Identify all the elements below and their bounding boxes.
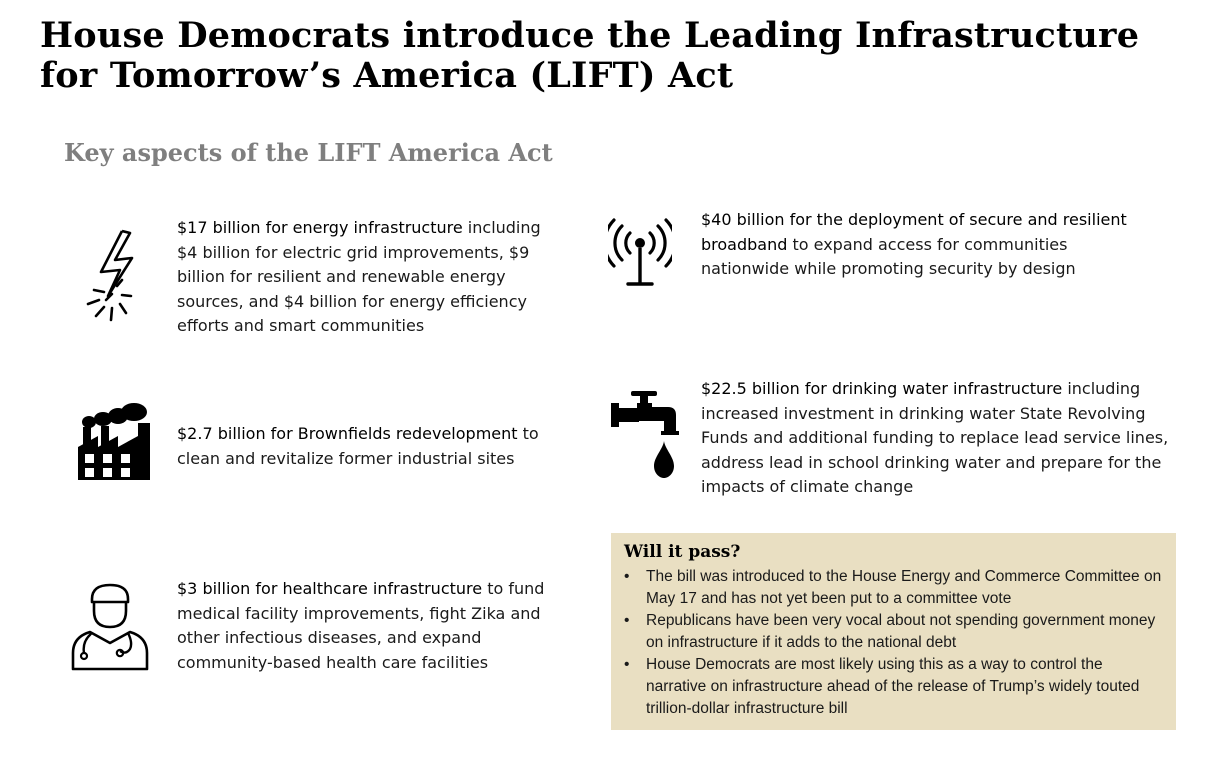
water-faucet-icon <box>610 391 680 481</box>
bullet-marker: • <box>624 568 630 585</box>
item-drinking-water-text <box>701 377 1181 500</box>
page-title: House Democrats introduce the Leading Infrastructure for Tomorrow’s America (LIFT) Act <box>40 15 1140 96</box>
item-brownfields-text <box>177 422 562 471</box>
section-subtitle: Key aspects of the LIFT America Act <box>64 138 553 167</box>
doctor-icon <box>70 581 150 671</box>
callout-bullet <box>624 610 1164 654</box>
item-energy-detail: including $4 billion for electric grid improvements, $9 billion for resilient and renewable energy sources, and $4 billion for energy efficiency efforts and smart communities <box>177 218 541 335</box>
callout-title: Will it pass? <box>624 542 741 562</box>
callout-bullet-text: Republicans have been very vocal about not spending government money on infrastructure if it adds to the national debt <box>646 612 1156 651</box>
factory-icon <box>76 402 152 482</box>
bullet-marker: • <box>624 612 630 629</box>
callout-bullet-text: The bill was introduced to the House Energy and Commerce Committee on May 17 and has not yet been put to a committee vote <box>646 568 1162 607</box>
broadband-tower-icon <box>608 218 672 290</box>
item-drinking-water-lead: $22.5 billion for drinking water infrastructure <box>701 379 1063 398</box>
item-energy-lead: $17 billion for energy infrastructure <box>177 218 463 237</box>
item-broadband-lead: $40 billion for the deployment of secure and resilient broadband <box>701 210 1127 254</box>
item-brownfields-lead: $2.7 billion for Brownfields redevelopment <box>177 424 518 443</box>
callout-bullet-list <box>624 566 1164 720</box>
callout-bullet <box>624 654 1164 720</box>
will-it-pass-callout <box>611 533 1176 730</box>
item-healthcare-text <box>177 577 562 675</box>
item-brownfields-detail: to clean and revitalize former industrial sites <box>177 424 539 468</box>
item-healthcare-detail: to fund medical facility improvements, fight Zika and other infectious diseases, and expand community-based health care facilities <box>177 579 545 672</box>
item-drinking-water-detail: including increased investment in drinking water State Revolving Funds and additional funding to replace lead service lines, address lead in school drinking water and prepare for the impacts of climate change <box>701 379 1169 496</box>
bullet-marker: • <box>624 656 630 673</box>
item-broadband-text <box>701 208 1151 282</box>
item-broadband-detail: to expand access for communities nationwide while promoting security by design <box>701 234 1076 278</box>
item-healthcare-lead: $3 billion for healthcare infrastructure <box>177 579 483 598</box>
lightning-icon <box>84 228 150 324</box>
callout-bullet-text: House Democrats are most likely using this as a way to control the narrative on infrastructure ahead of the release of Trump’s widely touted trillion-dollar infrastructure bill <box>646 656 1140 717</box>
callout-bullet <box>624 566 1164 610</box>
item-energy-text <box>177 216 562 339</box>
